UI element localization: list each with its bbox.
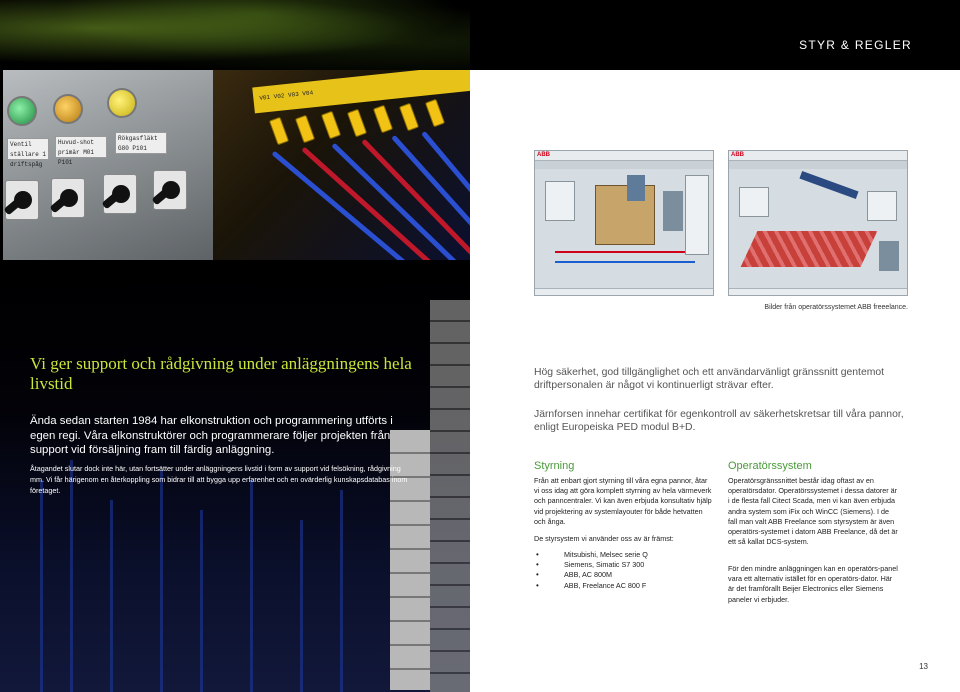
styrning-list-intro: De styrsystem vi använder oss av är främst: <box>534 534 674 543</box>
screens-caption: Bilder från operatörssystemet ABB freeelance. <box>764 304 908 311</box>
paragraph-safety: Hög säkerhet, god tillgänglighet och ett användarvänligt gränssnitt gentemot driftpersonalen är något vi kontinuerligt strävar efter. <box>534 367 885 392</box>
list-item: • Mitsubishi, Melsec serie Q <box>534 550 714 560</box>
terminal-strip: V01 V02 V03 V04 <box>252 70 470 113</box>
list-item: • Siemens, Simatic S7 300 <box>534 560 714 570</box>
left-intro: Ända sedan starten 1984 har elkonstruktion och programmering utförts i egen regi. Våra elkonstruktörer och programmerare följer projekten från support vid försäljning fram till färdig anläggning. <box>30 415 393 457</box>
list-item: • ABB, Freelance AC 800 F <box>534 581 714 591</box>
left-page <box>0 0 470 692</box>
operator-text-1: Operatörsgränssnittet består idag oftast av en operatörsdator. Operatörssystemet i dessa datorer är i de flesta fall Citect Scada, men vi kan även erbjuda andra system som iFix och WinCC (Siemens). I de fall man valt ABB Freelance som styrsystem är även operatörs-systemet i datorn ABB Freelance, då det är ett så kallat DCS-system. <box>728 476 898 547</box>
left-heading: Vi ger support och rådgivning under anläggningens hela livstid <box>30 354 412 393</box>
panel-label: Ventil ställare 1 driftspåg <box>7 138 49 160</box>
list-item: • ABB, AC 800M <box>534 570 714 580</box>
amber-lamp-icon <box>53 94 83 124</box>
operator-heading: Operatörssystem <box>728 460 812 472</box>
abb-logo: ABB <box>731 152 744 158</box>
paragraph-certificate: Järnforsen innehar certifikat för egenkontroll av säkerhetskretsar till våra pannor, enligt Europeiska PED modul B+D. <box>534 409 904 434</box>
operator-screen-1 <box>534 150 714 296</box>
styrning-text: Från att enbart gjort styrning till våra egna pannor, åtar vi oss idag att göra komplett styrning av hela värmeverk och panncentraler. Vi kan även erbjuda konsultativ hjälp vid projektering av systemlayouter för både hetvatten och ånga. <box>534 476 712 526</box>
abb-logo: ABB <box>537 152 550 158</box>
panel-label: Huvud-shot primär M01 P101 <box>55 136 107 158</box>
operator-text-2: För den mindre anläggningen kan en operatörs-panel vara ett alternativ istället för en operatörs-dator. Här är det framförallt Beijer Electronics eller Siemens paneler vi erbjuder. <box>728 564 898 604</box>
section-title: STYR & REGLER <box>799 38 912 52</box>
header-band <box>470 0 960 70</box>
styrning-heading: Styrning <box>534 460 575 472</box>
green-lamp-icon <box>7 96 37 126</box>
right-page <box>470 70 960 692</box>
page-number: 13 <box>919 662 928 671</box>
control-panel-photo <box>3 70 213 260</box>
panel-label: Rökgasfläkt G80 P101 <box>115 132 167 154</box>
wiring-photo <box>213 70 470 260</box>
control-systems-list <box>534 550 714 591</box>
left-body: Åtagandet slutar dock inte här, utan fortsätter under anläggningens livstid i form av support vid felsökning, rådgivning mm. Vi får härigenom en återkoppling som bidrar till att bygga upp erfarenhet och en ovärderlig kunskapsdatabas inom företaget. <box>30 464 408 495</box>
yellow-lamp-icon <box>107 88 137 118</box>
operator-screen-2 <box>728 150 908 296</box>
smoke-graphic <box>0 0 470 70</box>
